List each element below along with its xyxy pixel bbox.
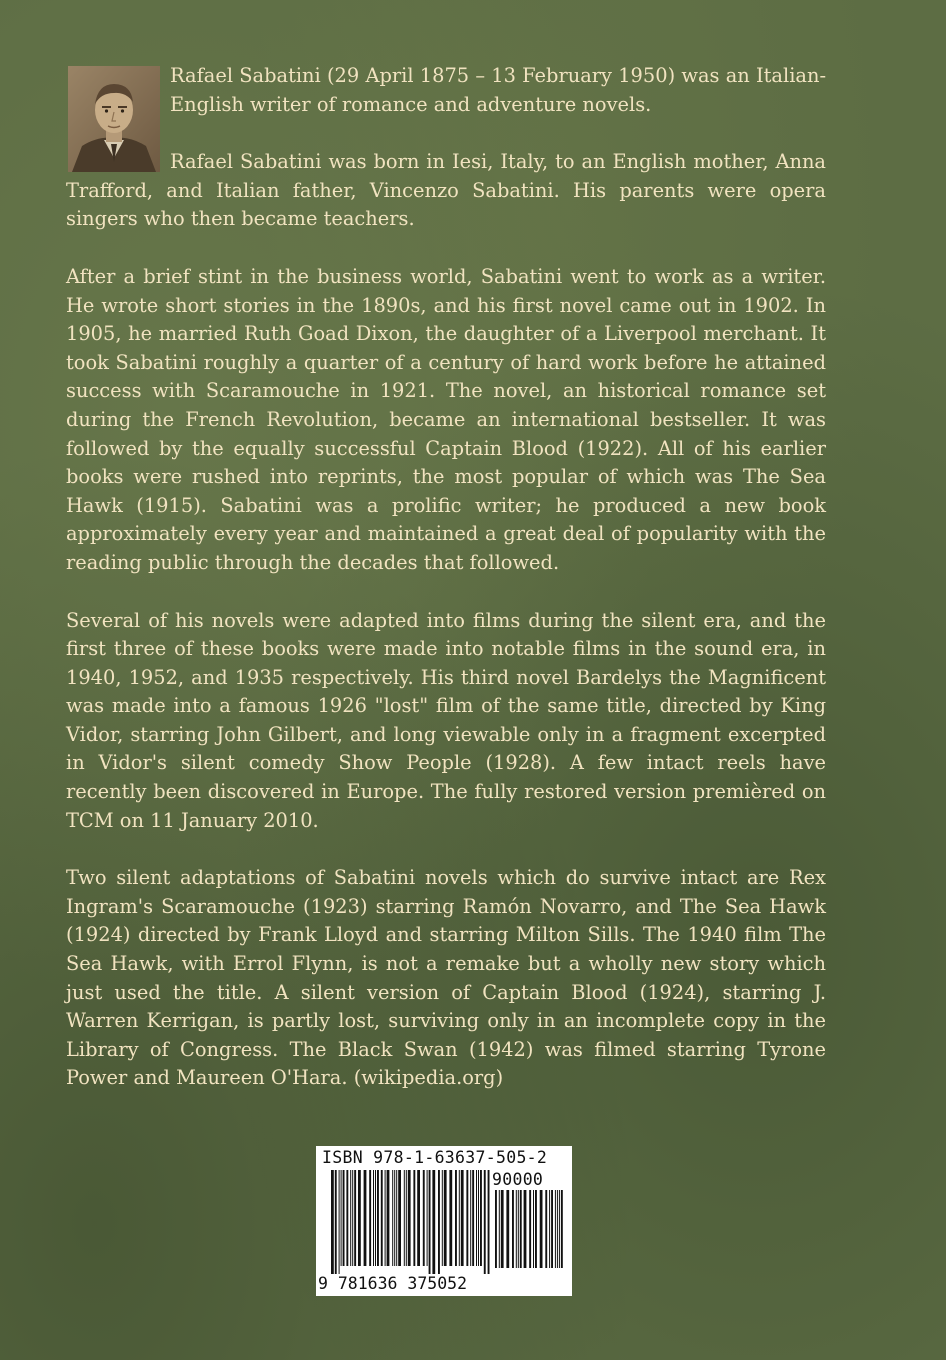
barcode-bar — [551, 1190, 553, 1268]
barcode-bar — [346, 1170, 348, 1266]
barcode-bar — [343, 1170, 345, 1266]
bio-paragraph-4: Several of his novels were adapted into films during the silent era, and the first three of these books were made into notable films in the sound era, in 1940, 1952, and 1935 respectively. His third novel Bardelys the Magnificent was made into a famous 1926 "lost" film of the same title, directed by King Vidor, starring John Gilbert, and long viewable only in a fragment excerpted in Vidor's silent comedy Show People (1928). A few intact reels have recently been discovered in Europe. The fully restored version premièred on TCM on 11 January 2010. — [66, 608, 826, 832]
isbn-label: ISBN 978-1-63637-505-2 — [322, 1148, 548, 1167]
barcode-bar — [358, 1170, 361, 1266]
barcode-bar — [341, 1170, 342, 1266]
barcode-bar — [472, 1170, 474, 1266]
barcode-bar — [516, 1190, 517, 1268]
barcode-bar — [461, 1170, 464, 1266]
barcode-bar — [535, 1190, 537, 1268]
barcode-bar — [354, 1170, 356, 1266]
barcode-bar — [512, 1190, 514, 1268]
barcode-bar — [352, 1170, 353, 1266]
barcode-bar — [423, 1170, 425, 1266]
barcode-bar — [339, 1170, 340, 1274]
barcode-bar — [488, 1170, 490, 1274]
barcode-bar — [557, 1190, 558, 1268]
barcode-bar — [470, 1170, 471, 1266]
barcode-bar — [369, 1170, 371, 1266]
barcode-bar — [499, 1190, 500, 1268]
author-portrait — [68, 66, 160, 172]
barcode-bar — [432, 1170, 435, 1274]
barcode-bar — [438, 1170, 440, 1274]
barcode-bar — [417, 1170, 420, 1266]
barcode-bar — [455, 1170, 457, 1266]
barcode-bar — [559, 1190, 560, 1268]
barcode-bar — [545, 1190, 547, 1268]
author-biography — [66, 62, 826, 1122]
barcode-bar — [406, 1170, 407, 1266]
barcode-bar — [459, 1170, 460, 1266]
isbn-barcode — [316, 1146, 572, 1296]
barcode-bar — [540, 1190, 543, 1268]
price-code-label: 90000 — [492, 1170, 544, 1189]
barcode-bar — [484, 1170, 486, 1274]
barcode-bar — [377, 1170, 379, 1266]
barcode-bar — [375, 1170, 376, 1266]
barcode-bar — [518, 1190, 519, 1268]
barcode-bar — [350, 1170, 351, 1266]
barcode-bar — [476, 1170, 477, 1266]
barcode-bar — [387, 1170, 390, 1266]
ean-barcode-bars — [330, 1170, 490, 1274]
barcode-bar — [398, 1170, 401, 1266]
barcode-bar — [442, 1170, 443, 1266]
barcode-bar — [444, 1170, 447, 1266]
price-addon-bars — [494, 1190, 566, 1276]
barcode-bar — [533, 1190, 534, 1268]
barcode-bar — [501, 1190, 504, 1268]
barcode-bar — [394, 1170, 395, 1266]
barcode-bar — [506, 1190, 509, 1268]
barcode-bar — [404, 1170, 405, 1266]
barcode-bar — [561, 1190, 563, 1268]
barcode-bar — [529, 1190, 531, 1268]
barcode-bar — [413, 1170, 415, 1266]
barcode-bar — [429, 1170, 431, 1274]
barcode-bar — [385, 1170, 386, 1266]
bio-paragraph-5: Two silent adaptations of Sabatini novels which do survive intact are Rex Ingram's Scaramouche (1923) starring Ramón Novarro, and The Sea Hawk (1924) directed by Frank Lloyd and starring Milton Sills. The 1940 film The Sea Hawk, with Errol Flynn, is not a remake but a wholly new story which just used the title. A silent version of Captain Blood (1924), starring J. Warren Kerrigan, is partly lost, surviving only in an incomplete copy in the Library of Congress. The Black Swan (1942) was filmed starring Tyrone Power and Maureen O'Hara. (wikipedia.org) — [66, 866, 826, 1090]
barcode-bar — [381, 1170, 383, 1266]
bio-paragraph-1: Rafael Sabatini (29 April 1875 – 13 February 1950) was an Italian-English writer of romance and adventure novels. — [170, 64, 826, 116]
barcode-bar — [364, 1170, 367, 1266]
barcode-bar — [480, 1170, 482, 1266]
barcode-bar — [524, 1190, 527, 1268]
barcode-bar — [466, 1170, 468, 1266]
bio-paragraph-2: Rafael Sabatini was born in Iesi, Italy, to an English mother, Anna Trafford, and Italian father, Vincenzo Sabatini. His parents were opera singers who then became teachers. — [66, 150, 826, 231]
barcode-bar — [408, 1170, 411, 1266]
ean-digits-label: 9 781636 375052 — [318, 1274, 468, 1293]
barcode-bar — [555, 1190, 556, 1268]
barcode-bar — [396, 1170, 397, 1266]
barcode-bar — [392, 1170, 393, 1266]
barcode-bar — [373, 1170, 374, 1266]
barcode-bar — [520, 1190, 522, 1268]
barcode-bar — [549, 1190, 550, 1268]
barcode-bar — [495, 1190, 497, 1268]
barcode-bar — [331, 1170, 334, 1274]
barcode-bar — [478, 1170, 479, 1266]
barcode-bar — [427, 1170, 428, 1266]
barcode-bar — [449, 1170, 452, 1266]
barcode-bar — [335, 1170, 337, 1274]
bio-paragraph-3: After a brief stint in the business world, Sabatini went to work as a writer. He wrote short stories in the 1890s, and his first novel came out in 1902. In 1905, he married Ruth Goad Dixon, the daughter of a Liverpool merchant. It took Sabatini roughly a quarter of a century of hard work before he attained success with Scaramouche in 1921. The novel, an historical romance set during the French Revolution, became an international bestseller. It was followed by the equally successful Captain Blood (1922). All of his earlier books were rushed into reprints, the most popular of which was The Sea Hawk (1915). Sabatini was a prolific writer; he produced a new book approximately every year and maintained a great deal of popularity with the reading public through the decades that followed. — [66, 264, 826, 574]
